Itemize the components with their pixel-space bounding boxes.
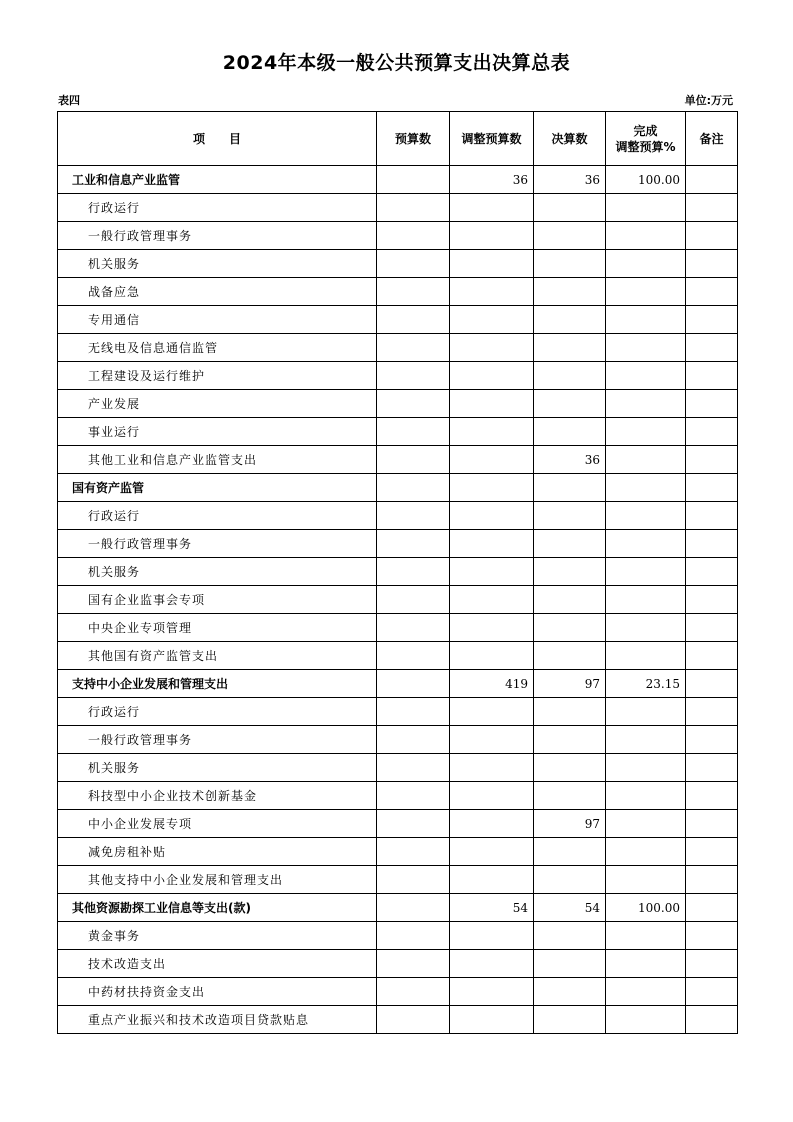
adjusted-cell	[450, 810, 534, 838]
adjusted-cell	[450, 586, 534, 614]
rate-cell	[606, 418, 686, 446]
row-name: 事业运行	[58, 418, 377, 446]
adjusted-cell	[450, 306, 534, 334]
row-name: 工业和信息产业监管	[58, 166, 377, 194]
adjusted-cell	[450, 754, 534, 782]
row-name: 一般行政管理事务	[58, 530, 377, 558]
note-cell	[686, 1006, 738, 1034]
row-name: 国有资产监管	[58, 474, 377, 502]
final-cell	[534, 1006, 606, 1034]
rate-cell	[606, 362, 686, 390]
note-cell	[686, 670, 738, 698]
budget-cell	[377, 586, 450, 614]
rate-cell	[606, 614, 686, 642]
header-adjusted: 调整预算数	[450, 112, 534, 166]
note-cell	[686, 810, 738, 838]
row-name: 国有企业监事会专项	[58, 586, 377, 614]
adjusted-cell	[450, 222, 534, 250]
row-name: 行政运行	[58, 698, 377, 726]
budget-cell	[377, 278, 450, 306]
adjusted-cell	[450, 530, 534, 558]
budget-cell	[377, 194, 450, 222]
budget-cell	[377, 642, 450, 670]
final-cell: 54	[534, 894, 606, 922]
note-cell	[686, 698, 738, 726]
adjusted-cell	[450, 642, 534, 670]
table-row	[58, 390, 738, 418]
rate-cell: 23.15	[606, 670, 686, 698]
adjusted-cell	[450, 362, 534, 390]
budget-cell	[377, 558, 450, 586]
row-name: 一般行政管理事务	[58, 222, 377, 250]
final-cell	[534, 922, 606, 950]
adjusted-cell	[450, 978, 534, 1006]
adjusted-cell: 54	[450, 894, 534, 922]
table-row	[58, 978, 738, 1006]
final-cell	[534, 502, 606, 530]
table-row	[58, 250, 738, 278]
table-row	[58, 726, 738, 754]
final-cell	[534, 866, 606, 894]
table-row	[58, 446, 738, 474]
table-row	[58, 418, 738, 446]
budget-cell	[377, 754, 450, 782]
table-row	[58, 866, 738, 894]
category-row	[58, 474, 738, 502]
budget-cell	[377, 1006, 450, 1034]
adjusted-cell	[450, 474, 534, 502]
note-cell	[686, 530, 738, 558]
final-cell	[534, 334, 606, 362]
rate-cell: 100.00	[606, 166, 686, 194]
final-cell: 97	[534, 810, 606, 838]
rate-cell	[606, 810, 686, 838]
budget-cell	[377, 950, 450, 978]
budget-cell	[377, 866, 450, 894]
table-row	[58, 642, 738, 670]
table-number: 表四	[58, 94, 80, 107]
note-cell	[686, 782, 738, 810]
adjusted-cell: 36	[450, 166, 534, 194]
budget-cell	[377, 474, 450, 502]
table-row	[58, 922, 738, 950]
budget-cell	[377, 894, 450, 922]
rate-cell	[606, 782, 686, 810]
header-rate	[606, 112, 686, 166]
row-name: 一般行政管理事务	[58, 726, 377, 754]
rate-cell	[606, 950, 686, 978]
adjusted-cell	[450, 698, 534, 726]
budget-cell	[377, 446, 450, 474]
row-name: 其他国有资产监管支出	[58, 642, 377, 670]
budget-cell	[377, 306, 450, 334]
budget-cell	[377, 726, 450, 754]
final-cell	[534, 530, 606, 558]
table-row	[58, 586, 738, 614]
row-name: 机关服务	[58, 250, 377, 278]
table-row	[58, 306, 738, 334]
final-cell	[534, 250, 606, 278]
rate-cell	[606, 558, 686, 586]
rate-cell	[606, 1006, 686, 1034]
final-cell	[534, 194, 606, 222]
table-row	[58, 810, 738, 838]
final-cell	[534, 222, 606, 250]
row-name: 战备应急	[58, 278, 377, 306]
adjusted-cell	[450, 390, 534, 418]
table-row	[58, 754, 738, 782]
budget-cell	[377, 922, 450, 950]
adjusted-cell	[450, 194, 534, 222]
note-cell	[686, 502, 738, 530]
header-final: 决算数	[534, 112, 606, 166]
expenditure-table	[57, 111, 738, 1034]
adjusted-cell	[450, 250, 534, 278]
row-name: 减免房租补贴	[58, 838, 377, 866]
note-cell	[686, 642, 738, 670]
adjusted-cell	[450, 866, 534, 894]
final-cell: 36	[534, 166, 606, 194]
rate-cell	[606, 754, 686, 782]
header-note: 备注	[686, 112, 738, 166]
table-row	[58, 838, 738, 866]
row-name: 技术改造支出	[58, 950, 377, 978]
table-row	[58, 1006, 738, 1034]
note-cell	[686, 474, 738, 502]
final-cell	[534, 586, 606, 614]
table-row	[58, 194, 738, 222]
note-cell	[686, 866, 738, 894]
row-name: 中小企业发展专项	[58, 810, 377, 838]
note-cell	[686, 754, 738, 782]
table-row	[58, 698, 738, 726]
note-cell	[686, 978, 738, 1006]
row-name: 无线电及信息通信监管	[58, 334, 377, 362]
rate-cell	[606, 250, 686, 278]
category-row	[58, 894, 738, 922]
table-row	[58, 362, 738, 390]
note-cell	[686, 166, 738, 194]
budget-cell	[377, 334, 450, 362]
table-row	[58, 950, 738, 978]
final-cell	[534, 782, 606, 810]
rate-cell	[606, 278, 686, 306]
rate-cell	[606, 390, 686, 418]
row-name: 其他资源勘探工业信息等支出(款)	[58, 894, 377, 922]
row-name: 行政运行	[58, 194, 377, 222]
final-cell	[534, 390, 606, 418]
note-cell	[686, 894, 738, 922]
row-name: 中央企业专项管理	[58, 614, 377, 642]
header-item: 项 目	[58, 112, 377, 166]
note-cell	[686, 922, 738, 950]
rate-cell	[606, 306, 686, 334]
final-cell	[534, 950, 606, 978]
adjusted-cell	[450, 334, 534, 362]
note-cell	[686, 222, 738, 250]
row-name: 支持中小企业发展和管理支出	[58, 670, 377, 698]
final-cell: 36	[534, 446, 606, 474]
adjusted-cell	[450, 614, 534, 642]
adjusted-cell	[450, 726, 534, 754]
rate-cell	[606, 922, 686, 950]
note-cell	[686, 194, 738, 222]
category-row	[58, 670, 738, 698]
budget-cell	[377, 250, 450, 278]
note-cell	[686, 614, 738, 642]
table-row	[58, 530, 738, 558]
adjusted-cell	[450, 446, 534, 474]
rate-cell	[606, 446, 686, 474]
note-cell	[686, 726, 738, 754]
row-name: 产业发展	[58, 390, 377, 418]
category-row	[58, 166, 738, 194]
note-cell	[686, 362, 738, 390]
row-name: 黄金事务	[58, 922, 377, 950]
final-cell	[534, 362, 606, 390]
page-title: 2024年本级一般公共预算支出决算总表	[222, 52, 571, 74]
budget-cell	[377, 614, 450, 642]
row-name: 机关服务	[58, 558, 377, 586]
final-cell	[534, 978, 606, 1006]
budget-cell	[377, 502, 450, 530]
adjusted-cell: 419	[450, 670, 534, 698]
note-cell	[686, 950, 738, 978]
final-cell	[534, 474, 606, 502]
table-header	[58, 112, 738, 166]
adjusted-cell	[450, 922, 534, 950]
rate-cell	[606, 474, 686, 502]
rate-cell	[606, 530, 686, 558]
final-cell	[534, 642, 606, 670]
budget-cell	[377, 390, 450, 418]
note-cell	[686, 390, 738, 418]
unit-label: 单位:万元	[684, 94, 733, 107]
rate-cell	[606, 334, 686, 362]
row-name: 行政运行	[58, 502, 377, 530]
rate-cell	[606, 698, 686, 726]
note-cell	[686, 278, 738, 306]
table-row	[58, 278, 738, 306]
final-cell	[534, 838, 606, 866]
rate-cell	[606, 586, 686, 614]
note-cell	[686, 418, 738, 446]
row-name: 工程建设及运行维护	[58, 362, 377, 390]
rate-cell	[606, 642, 686, 670]
row-name: 其他支持中小企业发展和管理支出	[58, 866, 377, 894]
final-cell	[534, 558, 606, 586]
rate-cell	[606, 222, 686, 250]
header-rate-line1: 完成	[633, 123, 658, 138]
table-body	[58, 166, 738, 1034]
budget-cell	[377, 670, 450, 698]
adjusted-cell	[450, 558, 534, 586]
rate-cell	[606, 726, 686, 754]
budget-cell	[377, 166, 450, 194]
adjusted-cell	[450, 278, 534, 306]
final-cell	[534, 726, 606, 754]
budget-cell	[377, 810, 450, 838]
budget-cell	[377, 978, 450, 1006]
row-name: 重点产业振兴和技术改造项目贷款贴息	[58, 1006, 377, 1034]
row-name: 机关服务	[58, 754, 377, 782]
row-name: 其他工业和信息产业监管支出	[58, 446, 377, 474]
adjusted-cell	[450, 838, 534, 866]
budget-cell	[377, 782, 450, 810]
note-cell	[686, 306, 738, 334]
table-row	[58, 502, 738, 530]
final-cell	[534, 754, 606, 782]
adjusted-cell	[450, 950, 534, 978]
table-row	[58, 782, 738, 810]
header-budget: 预算数	[377, 112, 450, 166]
adjusted-cell	[450, 418, 534, 446]
budget-cell	[377, 530, 450, 558]
table-row	[58, 222, 738, 250]
note-cell	[686, 334, 738, 362]
final-cell: 97	[534, 670, 606, 698]
final-cell	[534, 698, 606, 726]
final-cell	[534, 614, 606, 642]
final-cell	[534, 306, 606, 334]
rate-cell	[606, 194, 686, 222]
rate-cell: 100.00	[606, 894, 686, 922]
budget-cell	[377, 838, 450, 866]
budget-cell	[377, 362, 450, 390]
note-cell	[686, 838, 738, 866]
adjusted-cell	[450, 502, 534, 530]
note-cell	[686, 586, 738, 614]
header-rate-line2: 调整预算%	[615, 139, 676, 154]
adjusted-cell	[450, 1006, 534, 1034]
budget-cell	[377, 698, 450, 726]
budget-cell	[377, 418, 450, 446]
row-name: 科技型中小企业技术创新基金	[58, 782, 377, 810]
note-cell	[686, 446, 738, 474]
rate-cell	[606, 978, 686, 1006]
table-row	[58, 558, 738, 586]
adjusted-cell	[450, 782, 534, 810]
row-name: 专用通信	[58, 306, 377, 334]
table-row	[58, 614, 738, 642]
final-cell	[534, 278, 606, 306]
budget-cell	[377, 222, 450, 250]
final-cell	[534, 418, 606, 446]
rate-cell	[606, 502, 686, 530]
note-cell	[686, 558, 738, 586]
note-cell	[686, 250, 738, 278]
rate-cell	[606, 866, 686, 894]
table-row	[58, 334, 738, 362]
rate-cell	[606, 838, 686, 866]
row-name: 中药材扶持资金支出	[58, 978, 377, 1006]
